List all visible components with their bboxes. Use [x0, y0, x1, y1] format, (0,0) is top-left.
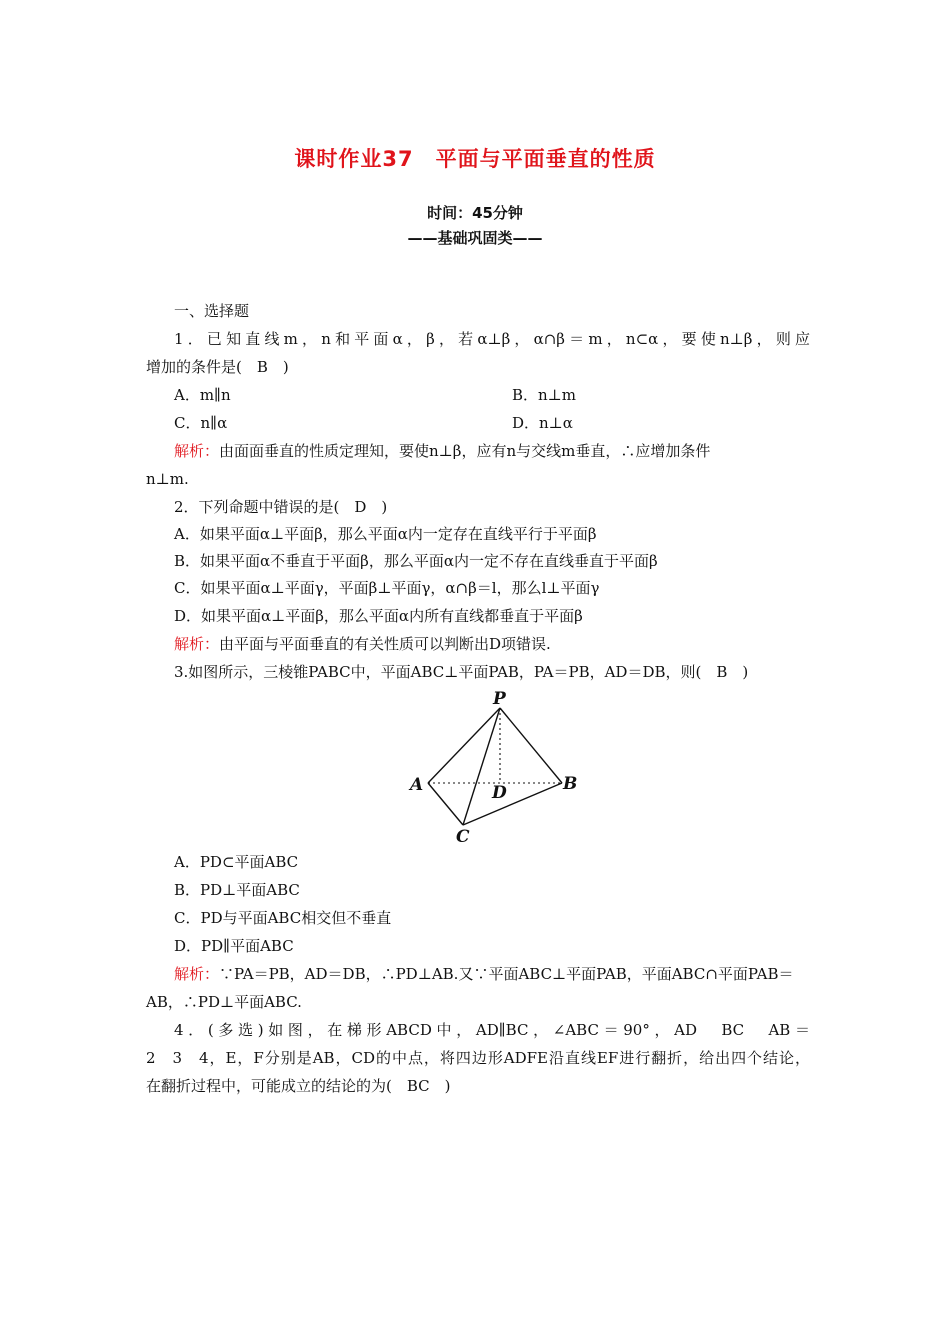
q3-solution-line1 [174, 964, 810, 984]
q1-stem-line1: 1．已知直线m，n和平面α，β，若α⊥β，α∩β＝m，n⊂α，要使n⊥β，则应 [174, 330, 810, 348]
edge-pb [500, 708, 562, 783]
label-c: C [456, 827, 470, 847]
q1-solution-line2: n⊥m. [146, 470, 189, 488]
q2-stem: 2．下列命题中错误的是( D ) [174, 498, 388, 516]
q2-solution [174, 634, 838, 654]
label-b: B [563, 774, 578, 794]
solution-label: 解析： [174, 965, 220, 983]
q4-stem-line1: 4．(多选)如图，在梯形ABCD中，AD∥BC，∠ABC＝90°，AD BC AB＝ [174, 1021, 810, 1039]
q4-stem-line2: 2 3 4，E，F分别是AB，CD的中点，将四边形ADFE沿直线EF进行翻折，给出四个结论， [146, 1049, 810, 1067]
edge-ac [428, 783, 463, 825]
q1-option-a: A．m∥n [174, 386, 231, 404]
q1-solution-text: 由面面垂直的性质定理知，要使n⊥β，应有n与交线m垂直，∴应增加条件 [219, 442, 711, 460]
q1-option-d: D．n⊥α [512, 414, 573, 432]
edge-pc [463, 708, 500, 825]
q2-option-b: B．如果平面α不垂直于平面β，那么平面α内一定不存在直线垂直于平面β [174, 552, 658, 570]
label-p: P [493, 690, 506, 709]
q1-solution-line1 [174, 441, 810, 461]
q3-option-c: C．PD与平面ABC相交但不垂直 [174, 909, 392, 927]
label-a: A [410, 775, 424, 795]
q3-option-a: A．PD⊂平面ABC [174, 853, 299, 871]
edge-bc [463, 783, 562, 825]
q2-option-c: C．如果平面α⊥平面γ，平面β⊥平面γ，α∩β＝l，那么l⊥平面γ [174, 579, 600, 597]
q2-solution-text: 由平面与平面垂直的有关性质可以判断出D项错误. [219, 635, 551, 653]
q2-option-d: D．如果平面α⊥平面β，那么平面α内所有直线都垂直于平面β [174, 607, 583, 625]
q3-option-b: B．PD⊥平面ABC [174, 881, 300, 899]
edge-pa [428, 708, 500, 783]
q1-stem-line2: 增加的条件是( B ) [146, 358, 289, 376]
label-d: D [492, 783, 507, 803]
q3-stem: 3.如图所示，三棱锥PABC中，平面ABC⊥平面PAB，PA＝PB，AD＝DB，则( B ) [174, 663, 749, 681]
section-heading: ——基础巩固类—— [407, 229, 543, 247]
q1-option-c: C．n∥α [174, 414, 228, 432]
time-limit: 时间：45分钟 [427, 204, 523, 222]
q3-option-d: D．PD∥平面ABC [174, 937, 294, 955]
solution-label: 解析： [174, 442, 220, 460]
page-title: 课时作业37 平面与平面垂直的性质 [294, 147, 656, 171]
q1-option-b: B．n⊥m [512, 386, 577, 404]
part-heading: 一、选择题 [174, 302, 250, 320]
tetrahedron-figure [400, 690, 590, 850]
q4-stem-line3: 在翻折过程中，可能成立的结论的为( BC ) [146, 1077, 451, 1095]
q3-solution-text: ∵PA＝PB，AD＝DB，∴PD⊥AB.又∵平面ABC⊥平面PAB，平面ABC∩平面PAB＝ [219, 965, 794, 983]
solution-label: 解析： [174, 635, 220, 653]
q2-option-a: A．如果平面α⊥平面β，那么平面α内一定存在直线平行于平面β [174, 525, 597, 543]
q3-solution-line2: AB，∴PD⊥平面ABC. [146, 993, 302, 1011]
